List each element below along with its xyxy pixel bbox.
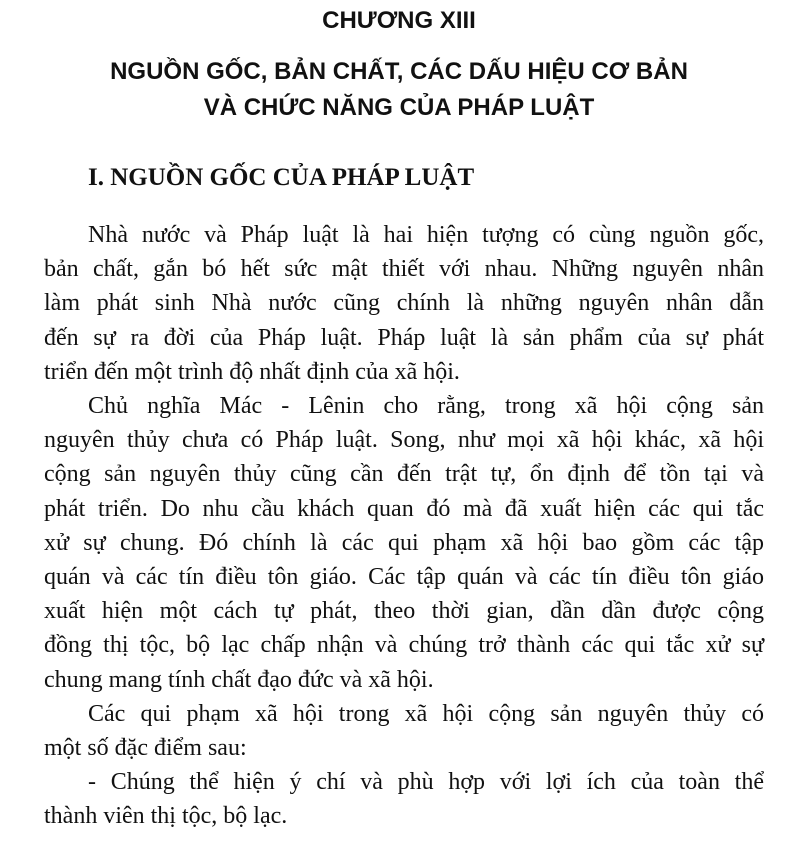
chapter-title: CHƯƠNG XIII xyxy=(322,7,476,34)
chapter-subtitle-line: VÀ CHỨC NĂNG CỦA PHÁP LUẬT xyxy=(203,94,595,121)
text-line: bản chất, gắn bó hết sức mật thiết với nhau. Những nguyên nhân xyxy=(44,256,764,283)
text-line: một số đặc điểm sau: xyxy=(44,735,247,762)
text-line: xuất hiện một cách tự phát, theo thời gian, dần dần được cộng xyxy=(44,598,764,625)
text-line: chung mang tính chất đạo đức và xã hội. xyxy=(44,666,434,693)
text-line: Nhà nước và Pháp luật là hai hiện tượng có cùng nguồn gốc, xyxy=(88,222,764,248)
paragraph-social-norms xyxy=(44,697,764,765)
text-line: đến sự ra đời của Pháp luật. Pháp luật là sản phẩm của sự phát xyxy=(44,324,764,351)
body-text xyxy=(44,218,764,834)
chapter-subtitle-line: NGUỒN GỐC, BẢN CHẤT, CÁC DẤU HIỆU CƠ BẢN xyxy=(110,58,688,85)
text-line: nguyên thủy chưa có Pháp luật. Song, như mọi xã hội khác, xã hội xyxy=(44,427,764,454)
paragraph-origin-intro xyxy=(44,218,764,389)
text-line: xử sự chung. Đó chính là các qui phạm xã hội bao gồm các tập xyxy=(44,529,764,556)
text-line: Chủ nghĩa Mác - Lênin cho rằng, trong xã hội cộng sản xyxy=(88,393,764,420)
text-line: đồng thị tộc, bộ lạc chấp nhận và chúng trở thành các qui tắc xử sự xyxy=(44,632,764,659)
text-line: triển đến một trình độ nhất định của xã hội. xyxy=(44,358,460,385)
text-line: làm phát sinh Nhà nước cũng chính là những nguyên nhân dẫn xyxy=(44,290,764,317)
section-heading: I. NGUỒN GỐC CỦA PHÁP LUẬT xyxy=(88,164,475,191)
paragraph-marxism-view xyxy=(44,389,764,697)
text-line: quán và các tín điều tôn giáo. Các tập quán và các tín điều tôn giáo xyxy=(44,564,764,591)
text-line: cộng sản nguyên thủy cũng cần đến trật tự, ổn định để tồn tại và xyxy=(44,461,764,488)
text-line: - Chúng thể hiện ý chí và phù hợp với lợi ích của toàn thể xyxy=(88,769,764,796)
text-line: Các qui phạm xã hội trong xã hội cộng sản nguyên thủy có xyxy=(88,700,764,727)
chapter-subtitle xyxy=(0,54,798,126)
text-line: phát triển. Do nhu cầu khách quan đó mà đã xuất hiện các qui tắc xyxy=(44,495,764,522)
paragraph-list-item xyxy=(44,765,764,833)
text-line: thành viên thị tộc, bộ lạc. xyxy=(44,803,288,830)
